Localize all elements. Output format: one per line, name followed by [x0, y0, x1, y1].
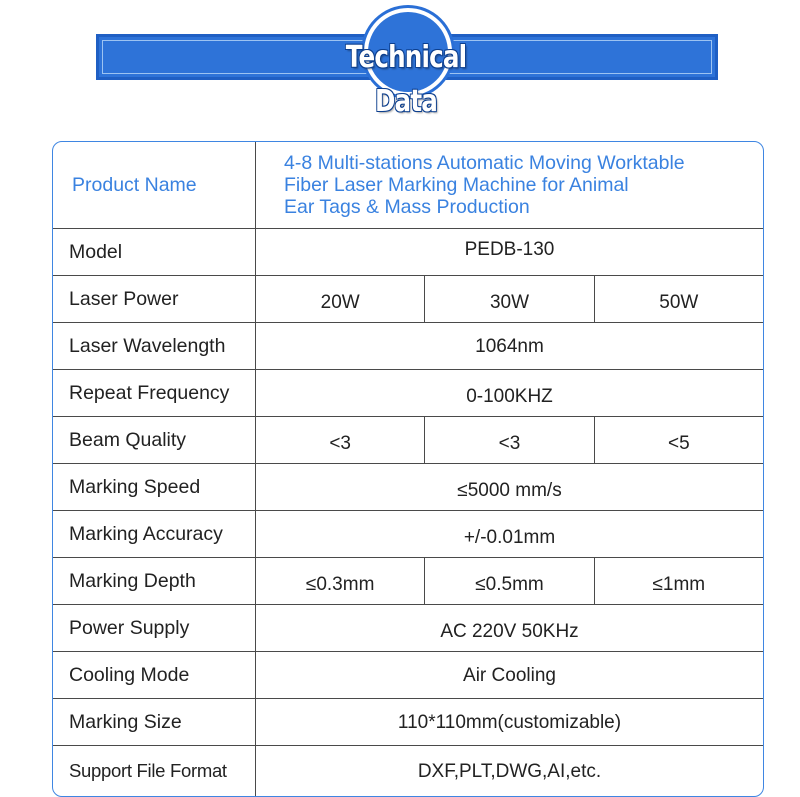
table-row-marking-accuracy: [53, 510, 763, 557]
row-value: <5: [594, 417, 763, 463]
page-title: Technical Data: [345, 40, 467, 119]
table-row-marking-size: [53, 698, 763, 745]
table-row-laser-wavelength: [53, 322, 763, 369]
row-value: <3: [329, 433, 351, 454]
row-value: 0-100KHZ: [466, 386, 553, 407]
row-label: Cooling Mode: [53, 652, 256, 698]
row-value: DXF,PLT,DWG,AI,etc.: [417, 761, 602, 782]
row-label: Marking Depth: [53, 558, 256, 604]
product-name-line: 4-8 Multi-stations Automatic Moving Worktable: [284, 152, 685, 174]
row-value: PEDB-130: [464, 239, 555, 260]
table-row-beam-quality: [53, 416, 763, 463]
row-value: <3: [424, 417, 593, 463]
row-value: ≤1mm: [594, 558, 763, 604]
row-value: 50W: [594, 276, 763, 322]
row-value: Air Cooling: [463, 665, 556, 686]
product-name-value: [256, 142, 763, 228]
row-label: Laser Wavelength: [53, 323, 256, 369]
row-value: +/-0.01mm: [463, 527, 556, 548]
row-label: Marking Accuracy: [53, 511, 256, 557]
row-value: ≤5000 mm/s: [457, 480, 562, 501]
row-label: Repeat Frequency: [53, 370, 256, 416]
table-row-support-file-format: [53, 745, 763, 796]
spec-table: [52, 141, 764, 797]
row-label: Support File Format: [53, 746, 256, 796]
table-row-cooling-mode: [53, 651, 763, 698]
row-label: Laser Power: [53, 276, 256, 322]
table-row-product-name: [53, 142, 763, 228]
row-value: ≤0.3mm: [305, 574, 375, 595]
row-label: Marking Size: [53, 699, 256, 745]
row-value: ≤0.5mm: [424, 558, 593, 604]
table-row-marking-depth: [53, 557, 763, 604]
row-value: 30W: [424, 276, 593, 322]
row-label: Model: [53, 229, 256, 275]
row-label: Marking Speed: [53, 464, 256, 510]
table-row-model: [53, 228, 763, 275]
table-row-laser-power: [53, 275, 763, 322]
row-value: AC 220V 50KHz: [440, 621, 579, 642]
row-label: Beam Quality: [53, 417, 256, 463]
product-name-line: Fiber Laser Marking Machine for Animal: [284, 174, 629, 196]
row-label: Product Name: [53, 142, 256, 228]
row-value: 1064nm: [475, 336, 544, 357]
table-row-repeat-frequency: [53, 369, 763, 416]
table-row-power-supply: [53, 604, 763, 651]
row-value: 110*110mm(customizable): [397, 712, 622, 733]
row-label: Power Supply: [53, 605, 256, 651]
product-name-line: Ear Tags & Mass Production: [284, 196, 530, 218]
table-row-marking-speed: [53, 463, 763, 510]
row-value: 20W: [320, 292, 360, 313]
